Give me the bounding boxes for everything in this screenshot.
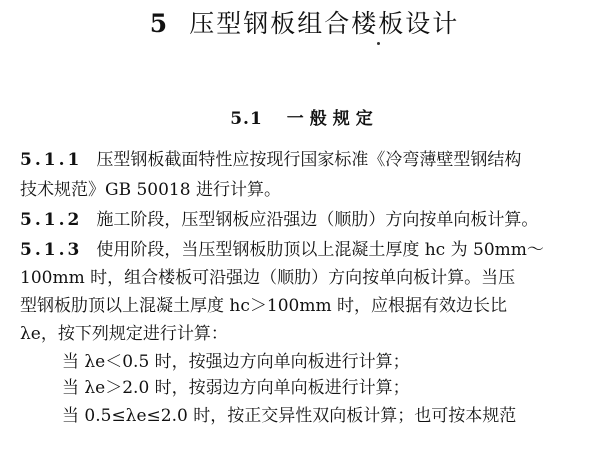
condition-item: [62, 352, 410, 372]
clause-5-1-3-line-3: [20, 296, 507, 316]
clause-number: 5.1.2: [20, 210, 83, 230]
condition-item: [62, 406, 516, 426]
chapter-title-text: 压型钢板组合楼板设计: [189, 9, 460, 38]
clause-5-1-1-line-1: [20, 150, 521, 170]
condition-text: 当 0.5≤λe≤2.0 时，按正交异性双向板计算；也可按本规范: [62, 406, 517, 426]
clause-5-1-3-line-4: [20, 324, 228, 344]
clause-5-1-3-line-1: [20, 240, 544, 260]
clause-text: 型钢板肋顶以上混凝土厚度 hc＞100mm 时，应根据有效边长比: [20, 296, 507, 316]
section-title-text: 一般规定: [286, 109, 379, 129]
clause-5-1-3-line-2: [20, 268, 515, 288]
section-number: 5.1: [230, 109, 263, 129]
print-speck: [377, 42, 380, 45]
clause-text: 技术规范》GB 50018 进行计算。: [20, 180, 281, 200]
section-title: [0, 104, 609, 129]
clause-text: 100mm 时，组合楼板可沿强边（顺肋）方向按单向板计算。当压: [20, 268, 516, 288]
chapter-number: 5: [149, 9, 170, 38]
clause-text: 使用阶段，当压型钢板肋顶以上混凝土厚度 hc 为 50mm～: [96, 240, 544, 260]
clause-number: 5.1.3: [20, 240, 83, 260]
chapter-title: [0, 4, 609, 40]
clause-text: λe，按下列规定进行计算：: [20, 324, 228, 344]
condition-item: [62, 378, 410, 398]
clause-5-1-2-line-1: [20, 210, 538, 230]
clause-text: 压型钢板截面特性应按现行国家标准《冷弯薄壁型钢结构: [96, 150, 522, 170]
clause-number: 5.1.1: [20, 150, 83, 170]
clause-text: 施工阶段，压型钢板应沿强边（顺肋）方向按单向板计算。: [96, 210, 539, 230]
clause-5-1-1-line-2: [20, 180, 281, 200]
condition-text: 当 λe＜0.5 时，按强边方向单向板进行计算；: [62, 352, 410, 372]
condition-text: 当 λe＞2.0 时，按弱边方向单向板进行计算；: [62, 378, 410, 398]
